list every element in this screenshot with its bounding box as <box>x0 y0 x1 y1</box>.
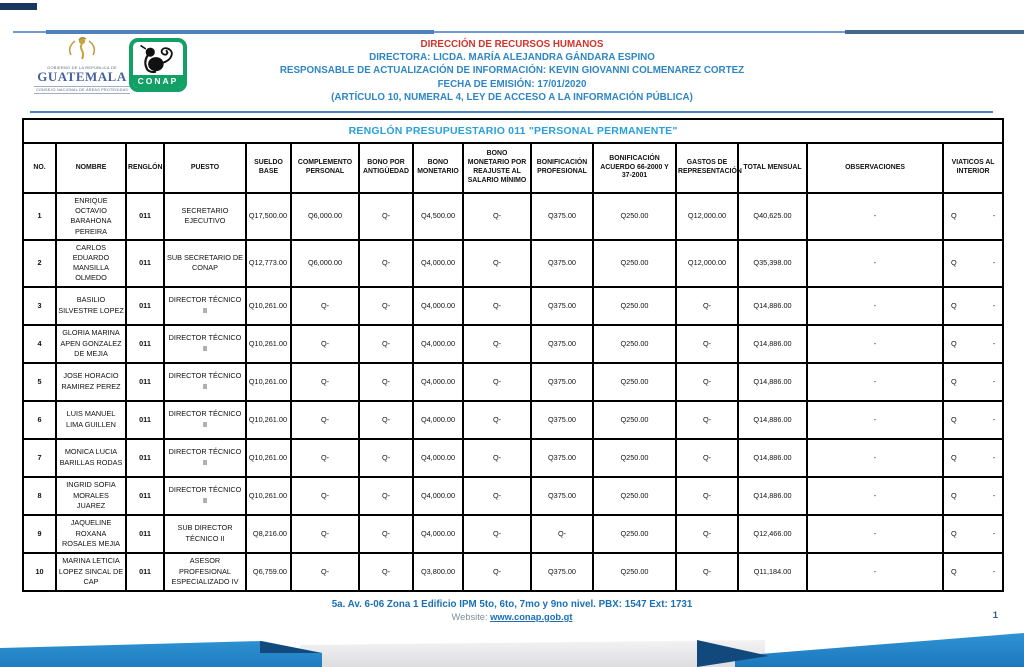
cell-bono_antiguedad: Q- <box>359 515 413 553</box>
cell-no: 10 <box>23 553 56 591</box>
cell-no: 9 <box>23 515 56 553</box>
cell-puesto: DIRECTOR TÉCNICO II <box>164 477 246 515</box>
cell-bono_monetario: Q4,500.00 <box>413 193 463 240</box>
cell-viaticos <box>943 515 1003 553</box>
cell-sueldo_base: Q10,261.00 <box>246 439 291 477</box>
table-row <box>23 363 1003 401</box>
cell-total_mensual: Q14,886.00 <box>738 325 807 363</box>
cell-nombre: INGRID SOFIA MORALES JUAREZ <box>56 477 126 515</box>
table-row <box>23 553 1003 591</box>
cell-nombre: CARLOS EDUARDO MANSILLA OLMEDO <box>56 240 126 287</box>
cell-bonificacion_profesional: Q375.00 <box>531 240 593 287</box>
cell-bono_monetario: Q4,000.00 <box>413 287 463 325</box>
cell-renglon: 011 <box>126 553 164 591</box>
cell-no: 6 <box>23 401 56 439</box>
cell-bonificacion_acuerdo: Q250.00 <box>593 401 676 439</box>
cell-bono_antiguedad: Q- <box>359 287 413 325</box>
cell-bono_antiguedad: Q- <box>359 363 413 401</box>
viaticos-currency-symbol: Q <box>951 490 957 500</box>
footer-address: 5a. Av. 6-06 Zona 1 Edificio IPM 5to, 6to, 7mo y 9no nivel. PBX: 1547 Ext: 1731 <box>331 599 693 610</box>
viaticos-currency-symbol: Q <box>951 452 957 462</box>
header-director: DIRECTORA: LICDA. MARÍA ALEJANDRA GÁNDARA ESPINO <box>369 52 655 64</box>
viaticos-value: - <box>992 566 996 576</box>
viaticos-value: - <box>992 452 996 462</box>
cell-complemento_personal: Q- <box>291 401 359 439</box>
cell-bonificacion_profesional: Q375.00 <box>531 287 593 325</box>
cell-bonificacion_acuerdo: Q250.00 <box>593 193 676 240</box>
ribbon-blue-right <box>735 633 1024 667</box>
cell-complemento_personal: Q- <box>291 287 359 325</box>
cell-gastos_representacion: Q- <box>676 477 738 515</box>
guatemala-logo-top-text: GOBIERNO DE LA REPÚBLICA DE <box>47 64 117 70</box>
cell-puesto: DIRECTOR TÉCNICO II <box>164 287 246 325</box>
cell-bono_reajuste: Q- <box>463 439 531 477</box>
cell-sueldo_base: Q6,759.00 <box>246 553 291 591</box>
cell-nombre: JOSE HORACIO RAMIREZ PEREZ <box>56 363 126 401</box>
cell-bono_monetario: Q3,800.00 <box>413 553 463 591</box>
cell-bono_reajuste: Q- <box>463 193 531 240</box>
cell-gastos_representacion: Q- <box>676 401 738 439</box>
cell-complemento_personal: Q- <box>291 515 359 553</box>
viaticos-currency-symbol: Q <box>951 258 957 268</box>
table-row <box>23 477 1003 515</box>
cell-gastos_representacion: Q- <box>676 515 738 553</box>
table-row <box>23 287 1003 325</box>
cell-observaciones: - <box>807 401 943 439</box>
cell-bono_monetario: Q4,000.00 <box>413 325 463 363</box>
cell-complemento_personal: Q- <box>291 325 359 363</box>
cell-bono_reajuste: Q- <box>463 553 531 591</box>
cell-bono_antiguedad: Q- <box>359 477 413 515</box>
column-header-12: TOTAL MENSUAL <box>738 143 807 193</box>
cell-gastos_representacion: Q12,000.00 <box>676 193 738 240</box>
cell-gastos_representacion: Q- <box>676 553 738 591</box>
cell-complemento_personal: Q6,000.00 <box>291 193 359 240</box>
cell-observaciones: - <box>807 193 943 240</box>
column-header-14: VIATICOS AL INTERIOR <box>943 143 1003 193</box>
cell-total_mensual: Q14,886.00 <box>738 477 807 515</box>
header-articulo: (ARTÍCULO 10, NUMERAL 4, LEY DE ACCESO A LA INFORMACIÓN PÚBLICA) <box>331 91 693 103</box>
cell-bono_reajuste: Q- <box>463 325 531 363</box>
column-header-4: SUELDO BASE <box>246 143 291 193</box>
cell-sueldo_base: Q17,500.00 <box>246 193 291 240</box>
cell-renglon: 011 <box>126 363 164 401</box>
cell-renglon: 011 <box>126 439 164 477</box>
cell-renglon: 011 <box>126 287 164 325</box>
cell-bono_monetario: Q4,000.00 <box>413 477 463 515</box>
cell-bono_antiguedad: Q- <box>359 553 413 591</box>
viaticos-currency-symbol: Q <box>951 566 957 576</box>
cell-viaticos <box>943 193 1003 240</box>
column-header-row <box>23 143 1003 193</box>
cell-viaticos <box>943 477 1003 515</box>
cell-viaticos <box>943 439 1003 477</box>
viaticos-currency-symbol: Q <box>951 338 957 348</box>
cell-puesto: SUB DIRECTOR TÉCNICO II <box>164 515 246 553</box>
cell-total_mensual: Q14,886.00 <box>738 287 807 325</box>
cell-viaticos <box>943 363 1003 401</box>
cell-sueldo_base: Q8,216.00 <box>246 515 291 553</box>
cell-bonificacion_profesional: Q375.00 <box>531 439 593 477</box>
cell-bonificacion_acuerdo: Q250.00 <box>593 439 676 477</box>
top-corner-bar <box>0 3 37 10</box>
table-row <box>23 439 1003 477</box>
cell-puesto: DIRECTOR TÉCNICO II <box>164 363 246 401</box>
cell-total_mensual: Q12,466.00 <box>738 515 807 553</box>
viaticos-value: - <box>992 414 996 424</box>
cell-complemento_personal: Q- <box>291 363 359 401</box>
cell-bono_reajuste: Q- <box>463 477 531 515</box>
cell-complemento_personal: Q- <box>291 477 359 515</box>
viaticos-currency-symbol: Q <box>951 211 957 221</box>
top-rule-segment-left <box>46 30 434 34</box>
column-header-13: OBSERVACIONES <box>807 143 943 193</box>
cell-nombre: JAQUELINE ROXANA ROSALES MEJIA <box>56 515 126 553</box>
table-title-row <box>23 119 1003 143</box>
cell-renglon: 011 <box>126 515 164 553</box>
cell-bono_antiguedad: Q- <box>359 240 413 287</box>
cell-puesto: SECRETARIO EJECUTIVO <box>164 193 246 240</box>
cell-bonificacion_acuerdo: Q250.00 <box>593 287 676 325</box>
cell-viaticos <box>943 401 1003 439</box>
viaticos-value: - <box>992 490 996 500</box>
header-responsable: RESPONSABLE DE ACTUALIZACIÓN DE INFORMACIÓN: KEVIN GIOVANNI COLMENAREZ CORTEZ <box>279 65 745 77</box>
cell-sueldo_base: Q10,261.00 <box>246 287 291 325</box>
cell-bonificacion_profesional: Q- <box>531 515 593 553</box>
cell-no: 3 <box>23 287 56 325</box>
cell-bonificacion_acuerdo: Q250.00 <box>593 515 676 553</box>
viaticos-value: - <box>992 528 996 538</box>
cell-gastos_representacion: Q- <box>676 363 738 401</box>
payroll-table-wrap <box>22 118 1004 592</box>
cell-bono_monetario: Q4,000.00 <box>413 439 463 477</box>
cell-observaciones: - <box>807 325 943 363</box>
cell-sueldo_base: Q10,261.00 <box>246 401 291 439</box>
ribbon-gray-band <box>300 639 765 667</box>
cell-gastos_representacion: Q12,000.00 <box>676 240 738 287</box>
table-row <box>23 401 1003 439</box>
column-header-2: RENGLÓN <box>126 143 164 193</box>
cell-nombre: MARINA LETICIA LOPEZ SINCAL DE CAP <box>56 553 126 591</box>
cell-no: 1 <box>23 193 56 240</box>
cell-bono_monetario: Q4,000.00 <box>413 515 463 553</box>
column-header-0: NO. <box>23 143 56 193</box>
cell-bono_monetario: Q4,000.00 <box>413 240 463 287</box>
cell-observaciones: - <box>807 553 943 591</box>
cell-bonificacion_profesional: Q375.00 <box>531 401 593 439</box>
cell-total_mensual: Q40,625.00 <box>738 193 807 240</box>
header-divider-rule <box>30 111 993 113</box>
payroll-table <box>22 118 1004 592</box>
cell-renglon: 011 <box>126 193 164 240</box>
cell-total_mensual: Q14,886.00 <box>738 363 807 401</box>
cell-bono_reajuste: Q- <box>463 240 531 287</box>
viaticos-currency-symbol: Q <box>951 376 957 386</box>
cell-sueldo_base: Q10,261.00 <box>246 363 291 401</box>
cell-complemento_personal: Q6,000.00 <box>291 240 359 287</box>
cell-no: 8 <box>23 477 56 515</box>
cell-observaciones: - <box>807 287 943 325</box>
document-header <box>0 38 1024 104</box>
viaticos-value: - <box>992 376 996 386</box>
cell-renglon: 011 <box>126 240 164 287</box>
cell-observaciones: - <box>807 477 943 515</box>
column-header-5: COMPLEMENTO PERSONAL <box>291 143 359 193</box>
cell-viaticos <box>943 240 1003 287</box>
cell-renglon: 011 <box>126 325 164 363</box>
viaticos-value: - <box>992 338 996 348</box>
cell-complemento_personal: Q- <box>291 439 359 477</box>
cell-bonificacion_profesional: Q375.00 <box>531 363 593 401</box>
cell-bono_monetario: Q4,000.00 <box>413 363 463 401</box>
cell-bonificacion_profesional: Q375.00 <box>531 553 593 591</box>
cell-total_mensual: Q14,886.00 <box>738 439 807 477</box>
cell-complemento_personal: Q- <box>291 553 359 591</box>
cell-bono_reajuste: Q- <box>463 363 531 401</box>
cell-bono_antiguedad: Q- <box>359 193 413 240</box>
header-department: DIRECCIÓN DE RECURSOS HUMANOS <box>420 39 604 50</box>
column-header-8: BONO MONETARIO POR REAJUSTE AL SALARIO MÍNIMO <box>463 143 531 193</box>
cell-bonificacion_acuerdo: Q250.00 <box>593 477 676 515</box>
footer-website <box>0 612 1024 622</box>
cell-bono_reajuste: Q- <box>463 515 531 553</box>
cell-no: 7 <box>23 439 56 477</box>
cell-nombre: GLORIA MARINA APEN GONZALEZ DE MEJIA <box>56 325 126 363</box>
cell-gastos_representacion: Q- <box>676 287 738 325</box>
website-link[interactable]: www.conap.gob.gt <box>490 612 573 622</box>
cell-bono_reajuste: Q- <box>463 401 531 439</box>
guatemala-logo-wordmark: GUATEMALA <box>37 68 127 84</box>
cell-total_mensual: Q11,184.00 <box>738 553 807 591</box>
payroll-table-body <box>23 193 1003 591</box>
viaticos-currency-symbol: Q <box>951 528 957 538</box>
cell-observaciones: - <box>807 240 943 287</box>
cell-puesto: SUB SECRETARIO DE CONAP <box>164 240 246 287</box>
cell-renglon: 011 <box>126 401 164 439</box>
viaticos-value: - <box>992 211 996 221</box>
cell-no: 5 <box>23 363 56 401</box>
cell-bono_reajuste: Q- <box>463 287 531 325</box>
guatemala-logo-bottom-text: CONSEJO NACIONAL DE ÁREAS PROTEGIDAS <box>34 86 130 94</box>
cell-observaciones: - <box>807 515 943 553</box>
website-label: Website: <box>451 612 488 622</box>
page-number: 1 <box>992 610 998 621</box>
cell-bono_antiguedad: Q- <box>359 325 413 363</box>
conap-logo-wordmark: CONAP <box>133 75 183 88</box>
cell-total_mensual: Q14,886.00 <box>738 401 807 439</box>
table-row <box>23 325 1003 363</box>
cell-total_mensual: Q35,398.00 <box>738 240 807 287</box>
viaticos-currency-symbol: Q <box>951 300 957 310</box>
cell-viaticos <box>943 553 1003 591</box>
column-header-7: BONO MONETARIO <box>413 143 463 193</box>
cell-sueldo_base: Q10,261.00 <box>246 325 291 363</box>
viaticos-value: - <box>992 258 996 268</box>
cell-gastos_representacion: Q- <box>676 439 738 477</box>
cell-viaticos <box>943 287 1003 325</box>
cell-puesto: DIRECTOR TÉCNICO II <box>164 325 246 363</box>
cell-puesto: DIRECTOR TÉCNICO II <box>164 439 246 477</box>
cell-nombre: BASILIO SILVESTRE LOPEZ <box>56 287 126 325</box>
cell-observaciones: - <box>807 363 943 401</box>
table-row <box>23 193 1003 240</box>
cell-nombre: MONICA LUCIA BARILLAS RODAS <box>56 439 126 477</box>
cell-bonificacion_acuerdo: Q250.00 <box>593 240 676 287</box>
cell-renglon: 011 <box>126 477 164 515</box>
header-fecha-emision: FECHA DE EMISIÓN: 17/01/2020 <box>437 78 587 90</box>
cell-bonificacion_acuerdo: Q250.00 <box>593 363 676 401</box>
cell-bono_monetario: Q4,000.00 <box>413 401 463 439</box>
column-header-11: GASTOS DE REPRESENTACIÓN <box>676 143 738 193</box>
cell-bonificacion_acuerdo: Q250.00 <box>593 325 676 363</box>
cell-puesto: ASESOR PROFESIONAL ESPECIALIZADO IV <box>164 553 246 591</box>
cell-bonificacion_profesional: Q375.00 <box>531 193 593 240</box>
cell-gastos_representacion: Q- <box>676 325 738 363</box>
cell-sueldo_base: Q10,261.00 <box>246 477 291 515</box>
cell-no: 2 <box>23 240 56 287</box>
cell-observaciones: - <box>807 439 943 477</box>
cell-bono_antiguedad: Q- <box>359 439 413 477</box>
column-header-1: NOMBRE <box>56 143 126 193</box>
cell-puesto: DIRECTOR TÉCNICO II <box>164 401 246 439</box>
cell-nombre: LUIS MANUEL LIMA GUILLEN <box>56 401 126 439</box>
table-row <box>23 240 1003 287</box>
column-header-3: PUESTO <box>164 143 246 193</box>
cell-bonificacion_profesional: Q375.00 <box>531 325 593 363</box>
column-header-6: BONO POR ANTIGÜEDAD <box>359 143 413 193</box>
top-rule-segment-right <box>845 30 1024 34</box>
cell-sueldo_base: Q12,773.00 <box>246 240 291 287</box>
column-header-10: BONIFICACIÓN ACUERDO 66-2000 Y 37-2001 <box>593 143 676 193</box>
cell-viaticos <box>943 325 1003 363</box>
cell-bonificacion_profesional: Q375.00 <box>531 477 593 515</box>
cell-bonificacion_acuerdo: Q250.00 <box>593 553 676 591</box>
table-row <box>23 515 1003 553</box>
cell-bono_antiguedad: Q- <box>359 401 413 439</box>
column-header-9: BONIFICACIÓN PROFESIONAL <box>531 143 593 193</box>
cell-nombre: ENRIQUE OCTAVIO BARAHONA PEREIRA <box>56 193 126 240</box>
viaticos-value: - <box>992 300 996 310</box>
table-title: RENGLÓN PRESUPUESTARIO 011 "PERSONAL PERMANENTE" <box>23 119 1003 143</box>
cell-no: 4 <box>23 325 56 363</box>
viaticos-currency-symbol: Q <box>951 414 957 424</box>
